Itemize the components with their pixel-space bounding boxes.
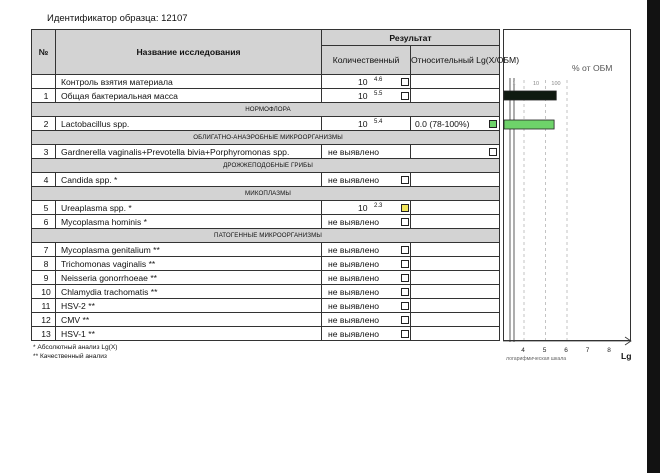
quant-base: 10 <box>358 119 368 129</box>
quantitative-cell <box>322 89 411 103</box>
header-relative: Относительный Lg(X/OБМ) <box>411 46 500 75</box>
table-row <box>32 117 500 131</box>
result-indicator-box <box>401 92 409 100</box>
not-detected-text: не выявлено <box>328 259 379 269</box>
bottom-tick-label: 8 <box>607 347 611 354</box>
result-indicator-box <box>401 204 409 212</box>
table-row <box>32 215 500 229</box>
result-indicator-box <box>401 330 409 338</box>
relative-cell <box>411 173 500 187</box>
table-row <box>32 257 500 271</box>
quantitative-cell <box>322 327 411 341</box>
top-tick-label: 10 <box>532 81 540 87</box>
result-indicator-box <box>401 260 409 268</box>
result-indicator-box <box>401 246 409 254</box>
header-name: Название исследования <box>56 30 322 75</box>
not-detected-text: не выявлено <box>328 273 379 283</box>
row-number: 9 <box>32 271 56 285</box>
test-name: Mycoplasma hominis * <box>56 215 322 229</box>
header-quant: Количественный <box>322 46 411 75</box>
test-name: Gardnerella vaginalis+Prevotella bivia+Porphyromonas spp. <box>56 145 322 159</box>
quantitative-cell <box>322 285 411 299</box>
quantitative-cell <box>322 201 411 215</box>
not-detected-text: не выявлено <box>328 147 379 157</box>
bottom-tick-label: 5 <box>542 347 547 354</box>
quant-base: 10 <box>358 91 368 101</box>
relative-cell <box>411 215 500 229</box>
quantitative-cell <box>322 215 411 229</box>
quant-exponent: 5.4 <box>374 119 383 125</box>
test-name: Trichomonas vaginalis ** <box>56 257 322 271</box>
not-detected-text: не выявлено <box>328 329 379 339</box>
row-number: 13 <box>32 327 56 341</box>
test-name: Neisseria gonorrhoeae ** <box>56 271 322 285</box>
result-indicator-box <box>401 218 409 226</box>
lg-axis-label: Lg <box>621 351 632 361</box>
not-detected-text: не выявлено <box>328 287 379 297</box>
test-name: CMV ** <box>56 313 322 327</box>
relative-cell <box>411 145 500 159</box>
relative-value: 0.0 (78-100%) <box>415 119 470 129</box>
test-name: Mycoplasma genitalium ** <box>56 243 322 257</box>
table-row <box>32 145 500 159</box>
relative-cell <box>411 243 500 257</box>
row-number: 10 <box>32 285 56 299</box>
table-row <box>32 313 500 327</box>
table-row <box>32 75 500 89</box>
not-detected-text: не выявлено <box>328 175 379 185</box>
row-number: 6 <box>32 215 56 229</box>
table-row <box>32 243 500 257</box>
not-detected-text: не выявлено <box>328 301 379 311</box>
test-name: HSV-1 ** <box>56 327 322 341</box>
relative-indicator-box <box>489 148 497 156</box>
result-indicator-box <box>401 274 409 282</box>
table-row <box>32 201 500 215</box>
section-row <box>32 159 500 173</box>
section-title: НОРМОФЛОРА <box>32 103 500 117</box>
row-number <box>32 75 56 89</box>
result-indicator-box <box>401 288 409 296</box>
row-number: 8 <box>32 257 56 271</box>
quant-exponent: 5.5 <box>374 91 383 97</box>
scale-label: логарифмическая шкала <box>506 356 567 362</box>
obm-label: % от ОБМ <box>572 63 613 73</box>
bottom-tick-label: 6 <box>564 347 568 354</box>
section-title: ОБЛИГАТНО-АНАЭРОБНЫЕ МИКРООРГАНИЗМЫ <box>32 131 500 145</box>
relative-cell <box>411 75 500 89</box>
quant-exponent: 4.6 <box>374 77 383 83</box>
result-indicator-box <box>401 176 409 184</box>
row-number: 11 <box>32 299 56 313</box>
quantitative-cell <box>322 313 411 327</box>
graph-bar <box>504 91 556 100</box>
quant-base: 10 <box>358 203 368 213</box>
relative-cell <box>411 271 500 285</box>
quant-exponent: 2.3 <box>374 203 383 209</box>
row-number: 2 <box>32 117 56 131</box>
section-title: ПАТОГЕННЫЕ МИКРООРГАНИЗМЫ <box>32 229 500 243</box>
quantitative-cell <box>322 145 411 159</box>
section-row <box>32 103 500 117</box>
section-row <box>32 187 500 201</box>
section-title: МИКОПЛАЗМЫ <box>32 187 500 201</box>
test-name: Chlamydia trachomatis ** <box>56 285 322 299</box>
top-tick-label: 100 <box>551 81 561 87</box>
test-name: Общая бактериальная масса <box>56 89 322 103</box>
table-row <box>32 327 500 341</box>
table-row <box>32 271 500 285</box>
footnote-qualitative: ** Качественный анализ <box>33 353 107 360</box>
row-number: 4 <box>32 173 56 187</box>
quantitative-cell <box>322 271 411 285</box>
relative-cell <box>411 285 500 299</box>
table-row <box>32 285 500 299</box>
row-number: 1 <box>32 89 56 103</box>
right-edge-band <box>647 0 660 473</box>
quantitative-cell <box>322 173 411 187</box>
quantitative-cell <box>322 243 411 257</box>
test-name: Контроль взятия материала <box>56 75 322 89</box>
table-row <box>32 173 500 187</box>
relative-indicator-box <box>489 120 497 128</box>
test-name: HSV-2 ** <box>56 299 322 313</box>
not-detected-text: не выявлено <box>328 315 379 325</box>
relative-cell <box>411 313 500 327</box>
result-indicator-box <box>401 78 409 86</box>
header-result: Результат <box>322 30 500 46</box>
footnotes <box>33 343 117 361</box>
quantitative-cell <box>322 117 411 131</box>
row-number: 5 <box>32 201 56 215</box>
relative-cell <box>411 257 500 271</box>
not-detected-text: не выявлено <box>328 245 379 255</box>
result-indicator-box <box>401 316 409 324</box>
bottom-tick-label: 4 <box>521 347 525 354</box>
relative-cell <box>411 89 500 103</box>
row-number: 7 <box>32 243 56 257</box>
quantitative-cell <box>322 299 411 313</box>
graph-svg <box>504 30 632 342</box>
test-name: Lactobacillus spp. <box>56 117 322 131</box>
relative-cell <box>411 327 500 341</box>
footnote-absolute: * Абсолютный анализ Lg(X) <box>33 344 118 351</box>
top-tick-label: 1 <box>512 81 516 87</box>
quantitative-cell <box>322 75 411 89</box>
section-row <box>32 131 500 145</box>
test-name: Ureaplasma spp. * <box>56 201 322 215</box>
quantitative-cell <box>322 257 411 271</box>
section-row <box>32 229 500 243</box>
table-row <box>32 299 500 313</box>
result-indicator-box <box>401 302 409 310</box>
relative-cell <box>411 117 500 131</box>
section-title: ДРОЖЖЕПОДОБНЫЕ ГРИБЫ <box>32 159 500 173</box>
row-number: 12 <box>32 313 56 327</box>
row-number: 3 <box>32 145 56 159</box>
sample-id: Идентификатор образца: 12107 <box>47 13 188 24</box>
table-row <box>32 89 500 103</box>
bottom-tick-label: 7 <box>585 347 590 354</box>
relative-cell <box>411 201 500 215</box>
log-scale-graph <box>503 29 631 341</box>
test-name: Candida spp. * <box>56 173 322 187</box>
graph-bar <box>504 120 554 129</box>
relative-cell <box>411 299 500 313</box>
results-table <box>31 29 520 341</box>
header-num: № <box>32 30 56 75</box>
not-detected-text: не выявлено <box>328 217 379 227</box>
quant-base: 10 <box>358 77 368 87</box>
